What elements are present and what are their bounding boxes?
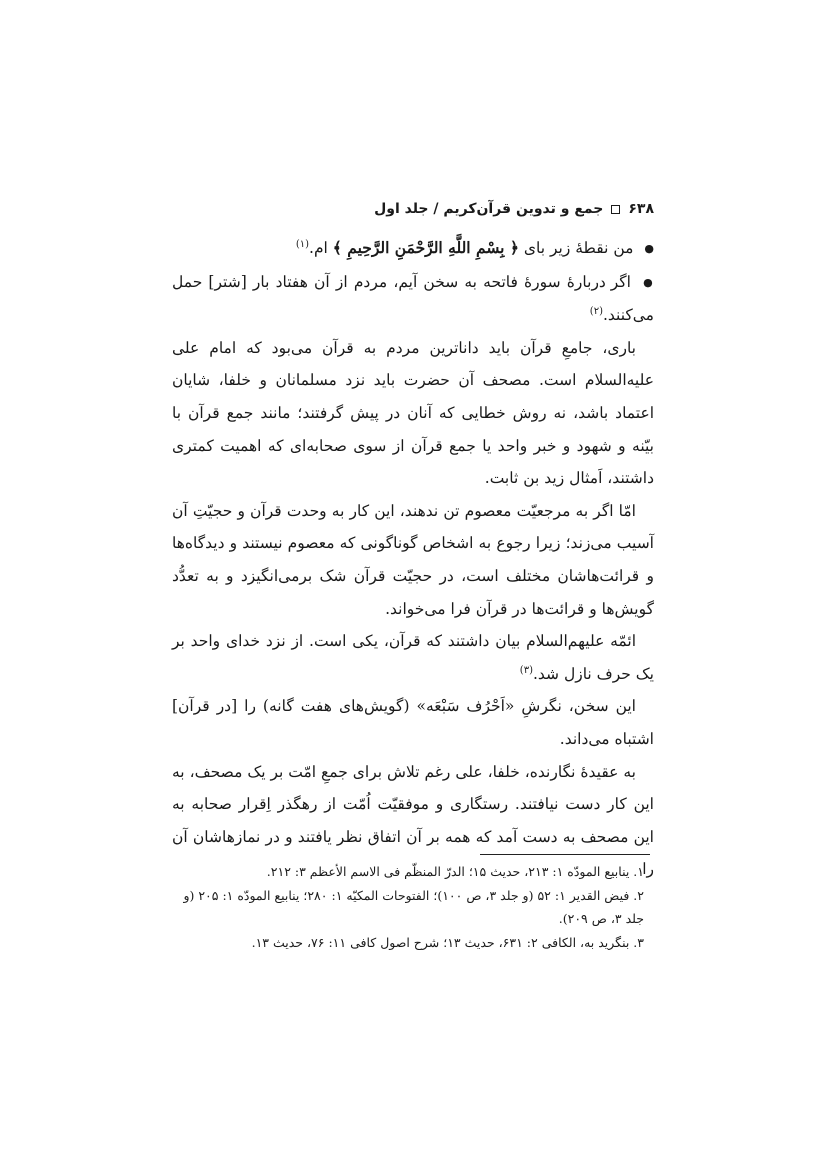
quran-verse: ﴿ بِسْمِ اللَّهِ الرَّحْمَنِ الرَّحِيمِ ﴾ (332, 238, 519, 257)
running-title: جمع و تدوین قرآن‌کریم / جلد اول (374, 201, 604, 217)
bullet-item (172, 232, 654, 266)
paragraph: باری، جامعِ قرآن باید داناترین مردم به قرآن می‌بود که امام علی علیه‌السلام است. مصحف آن حضرت باید نزد مسلمانان و خلفا، شایان اعتماد باشد، نه روش خطایی که آنان در پیش گرفتند؛ مانند جمع قرآن با بیّنه و شهود و خبر واحد یا جمع قرآن از سوی صحابه‌ای که اهمیت کمتری داشتند، اَمثال زید بن ثابت. (172, 338, 654, 488)
footnote-ref: (۱) (295, 239, 310, 250)
square-icon (611, 205, 620, 214)
bullet-item (172, 266, 654, 332)
footnote-ref: (۲) (589, 306, 603, 318)
paragraph (172, 625, 654, 690)
footnote-ref: (۳) (519, 664, 533, 676)
paragraph: امّا اگر به مرجعیّت معصوم تن ندهند، این کار به وحدت قرآن و حجیّتِ آن آسیب می‌زند؛ زیرا رجوع به اشخاص گوناگونی که معصوم نیستند و دیدگاه‌ها و قرائت‌هاشان مختلف است، در حجیّت قرآن شک برمی‌انگیزد و به تعدُّد گویش‌ها و قرائت‌ها در قرآن فرا می‌خواند. (172, 501, 654, 618)
page-number: ۶۳۸ (628, 201, 654, 217)
footnotes (172, 860, 654, 954)
text-run: اگر دربارهٔ سورهٔ فاتحه به سخن آیم، مردم از آن هفتاد بار [شتر] حمل می‌کنند. (172, 272, 654, 325)
page-header (172, 196, 654, 222)
body-text (172, 232, 654, 886)
paragraph: به عقیدهٔ نگارنده، خلفا، علی رغم تلاش برای جمعِ امّت بر یک مصحف، به این کار دست نیافتند. رستگاری و موفقیّت اُمّت از رهگذر اِقرار صحابه به این مصحف به دست آمد که همه بر آن اتفاق نظر یافتند و در نمازهاشان آن را (172, 762, 654, 879)
paragraph: این سخن، نگرشِ «اَحْرُف سَبْعَه» (گویش‌های هفت گانه) را [در قرآن] اشتباه می‌داند. (172, 697, 654, 748)
text-run: ائمّه علیهم‌السلام بیان داشتند که قرآن، یکی است. از نزد خدای واحد بر یک حرف نازل شد. (172, 632, 654, 683)
footnote: ۳. بنگرید به، الکافی ۲: ۶۳۱، حدیث ۱۳؛ شرح اصول کافی ۱۱: ۷۶، حدیث ۱۳. (251, 934, 644, 950)
footnote: ۱. ینابیع المودّه ۱: ۲۱۳، حدیث ۱۵؛ الدرّ المنظّم فی الاسم الأعظم ۳: ۲۱۲. (266, 864, 644, 879)
footnote: ۲. فیض القدیر ۱: ۵۲ (و جلد ۳، ص ۱۰۰)؛ الفتوحات المکیّه ۱: ۲۸۰؛ ینابیع المودّه ۱: ۲۰۵ (و جلد ۳، ص ۲۰۹). (183, 887, 644, 926)
footnote-separator (480, 854, 650, 855)
text-run: ام. (309, 239, 333, 257)
text-run: من نقطهٔ زیر بای (518, 239, 634, 257)
